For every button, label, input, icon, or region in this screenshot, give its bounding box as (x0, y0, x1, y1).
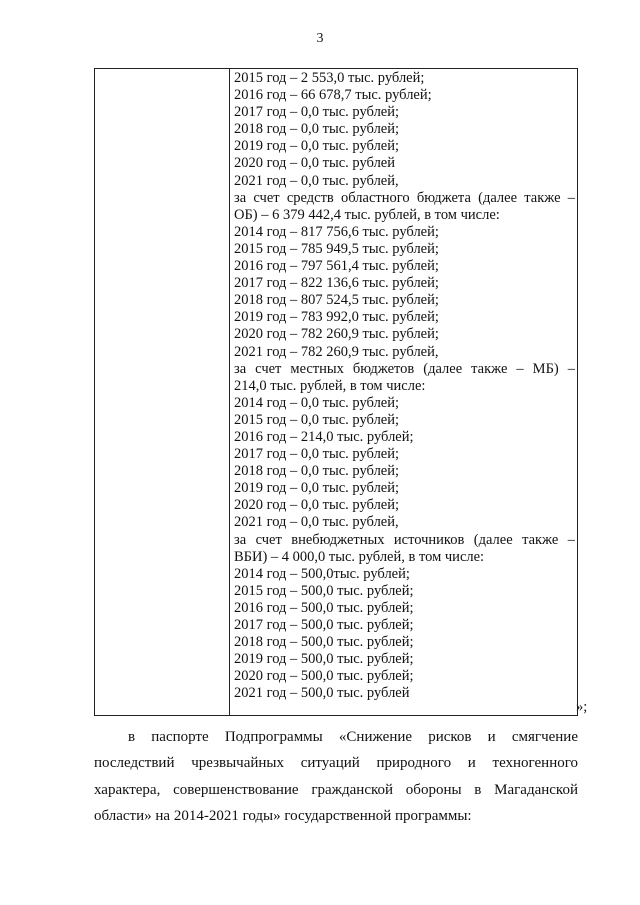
table-line: 2020 год – 0,0 тыс. рублей; (234, 497, 400, 514)
table-line: 2014 год – 817 756,6 тыс. рублей; (234, 223, 439, 240)
table-line: 2020 год – 500,0 тыс. рублей; (234, 668, 414, 685)
page-number: 3 (316, 31, 324, 46)
table-line: 2019 год – 0,0 тыс. рублей; (234, 480, 400, 497)
table-line: 2017 год – 822 136,6 тыс. рублей; (234, 275, 439, 292)
funding-table (94, 68, 578, 716)
table-line: 214,0 тыс. рублей, в том числе: (234, 377, 426, 394)
table-line: 2015 год – 500,0 тыс. рублей; (234, 582, 414, 599)
paragraph-line: характера, совершенствование гражданской обороны в Магаданской (94, 781, 578, 798)
table-content-cell (234, 70, 575, 702)
table-line: 2016 год – 797 561,4 тыс. рублей; (234, 258, 439, 275)
table-line: 2020 год – 782 260,9 тыс. рублей; (234, 326, 439, 343)
table-line: 2014 год – 0,0 тыс. рублей; (234, 394, 400, 411)
table-line: 2015 год – 785 949,5 тыс. рублей; (234, 240, 439, 257)
table-line: 2015 год – 0,0 тыс. рублей; (234, 411, 400, 428)
table-line: ВБИ) – 4 000,0 тыс. рублей, в том числе: (234, 548, 485, 565)
table-line: за счет внебюджетных источников (далее также – (234, 531, 575, 548)
table-label-cell (95, 69, 230, 715)
table-line: 2019 год – 0,0 тыс. рублей; (234, 138, 400, 155)
table-line: 2021 год – 500,0 тыс. рублей (234, 685, 410, 702)
table-line: ОБ) – 6 379 442,4 тыс. рублей, в том числе: (234, 206, 500, 223)
amendment-paragraph (94, 724, 578, 829)
closing-quote-mark: »; (576, 699, 588, 715)
table-line: 2014 год – 500,0тыс. рублей; (234, 565, 410, 582)
table-line: 2016 год – 214,0 тыс. рублей; (234, 428, 414, 445)
table-line: 2019 год – 500,0 тыс. рублей; (234, 651, 414, 668)
table-line: 2018 год – 0,0 тыс. рублей; (234, 463, 400, 480)
table-line: 2018 год – 500,0 тыс. рублей; (234, 634, 414, 651)
paragraph-line: последствий чрезвычайных ситуаций природного и техногенного (94, 755, 578, 772)
table-line: 2016 год – 66 678,7 тыс. рублей; (234, 87, 432, 104)
table-line: 2021 год – 0,0 тыс. рублей, (234, 514, 399, 531)
paragraph-line: в паспорте Подпрограммы «Снижение рисков и смягчение (128, 729, 578, 745)
paragraph-line: области» на 2014-2021 годы» государственной программы: (94, 807, 472, 824)
table-line: 2015 год – 2 553,0 тыс. рублей; (234, 70, 425, 86)
table-line: 2018 год – 0,0 тыс. рублей; (234, 121, 400, 138)
table-line: за счет средств областного бюджета (далее также – (234, 189, 575, 206)
table-line: за счет местных бюджетов (далее также – МБ) – (234, 360, 575, 377)
table-line: 2018 год – 807 524,5 тыс. рублей; (234, 292, 439, 309)
table-line: 2017 год – 0,0 тыс. рублей; (234, 104, 400, 121)
table-line: 2016 год – 500,0 тыс. рублей; (234, 599, 414, 616)
table-line: 2017 год – 500,0 тыс. рублей; (234, 617, 414, 633)
table-line: 2020 год – 0,0 тыс. рублей (234, 155, 396, 172)
table-line: 2021 год – 782 260,9 тыс. рублей, (234, 343, 439, 360)
table-line: 2017 год – 0,0 тыс. рублей; (234, 446, 400, 463)
table-line: 2019 год – 783 992,0 тыс. рублей; (234, 309, 439, 326)
table-line: 2021 год – 0,0 тыс. рублей, (234, 172, 399, 189)
